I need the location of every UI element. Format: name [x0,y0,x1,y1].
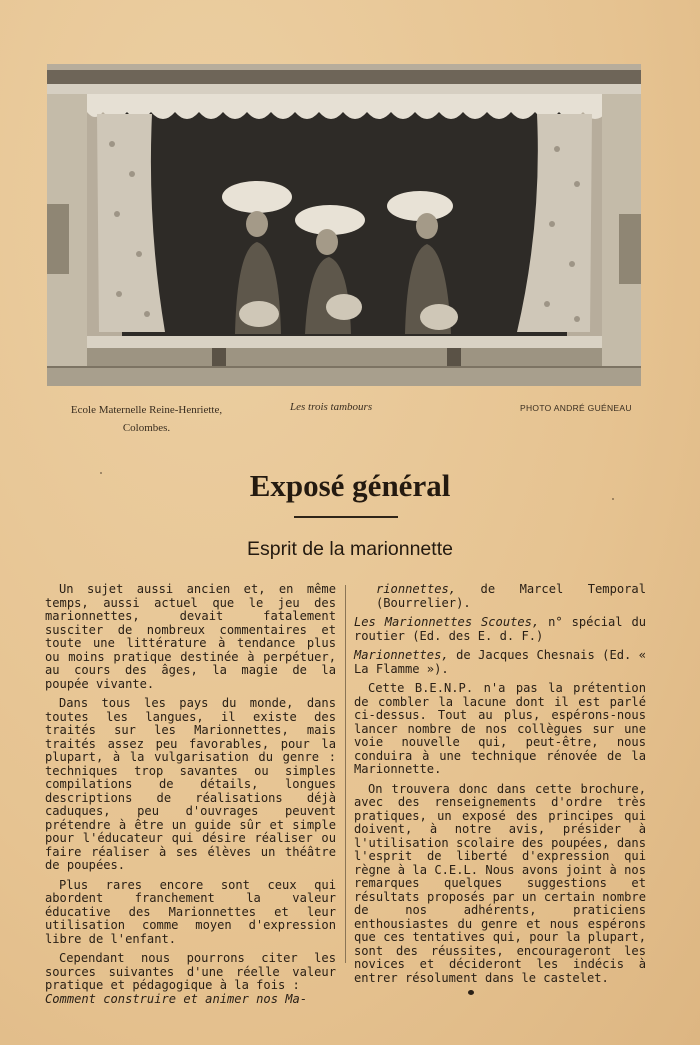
section-subtitle: Esprit de la marionnette [247,538,453,560]
reference-item [354,616,646,643]
page-title: Exposé général [249,468,451,503]
title-underline [294,516,398,518]
photo-credit: PHOTO ANDRÉ GUÉNEAU [520,403,632,413]
right-text-column [354,583,646,991]
left-text-column [45,583,336,1006]
paper-speck [100,472,102,474]
paragraph: Plus rares encore sont ceux qui abordent franchement la valeur éducative des Marionnettes et leur utilisation comme moyen d'expression libre de l'enfant. [45,877,336,946]
reference-details: de Marcel Temporal (Bourrelier). [376,582,646,610]
paragraph: On trouvera donc dans cette brochure, avec des renseignements d'ordre très pratiques, un exposé des principes qui doivent, à notre avis, présider à l'utilisation scolaire des poupées, dans l'esprit de liberté d'expression qui règne à la C.E.L. Nous avons joint à nos remarques quelques suggestions et résultats proposés par un certain nombre de nos adhérents, praticiens enthousiastes du genre et nous espérons que ces tentatives qui, pour la plupart, sont des réussites, encourageront les novices et décideront les indécis à entrer résolument dans le castelet. [354,781,646,985]
caption-school-line2: Colombes. [122,422,171,434]
paragraph: Cette B.E.N.P. n'a pas la prétention de combler la lacune dont il est parlé ci-dessus. Tout au plus, espérons-nous lancer nombre de nos collègues sur une voie nouvelle qui, peut-être, nous conduira à une technique rénovée de la Marionnette. [354,681,646,776]
photo-caption-title: Les trois tambours [290,401,373,413]
paragraph-text: Cependant nous pourrons citer les sources suivantes d'une réelle valeur pratique et pédagogique à la fois : [45,951,336,992]
reference-details: n° spécial du routier (Ed. des E. d. F.) [354,615,647,643]
paper-speck [468,990,474,995]
paragraph: Un sujet aussi ancien et, en même temps, aussi actuel que le jeu des marionnettes, devait fatalement susciter de nombreux commentaires et toute une littérature à tendance plus ou moins pratique destinée à perpétuer, au cours des âges, la magie de la poupée vivante. [45,582,336,691]
paper-speck [612,498,614,500]
reference-title: rionnettes, [376,582,457,596]
column-divider [345,585,346,963]
photo-caption-school [44,401,249,437]
reference-details: de Jacques Chesnais (Ed. « La Flamme »). [354,648,646,676]
reference-item [354,583,646,610]
paragraph [45,952,336,1006]
reference-title-start: Comment construire et animer nos Ma- [45,991,308,1006]
reference-item [354,649,646,676]
paragraph: Dans tous les pays du monde, dans toutes les langues, il existe des traités sur les Marionnettes, mais traités assez peu favorables, pour la plupart, à la vulgarisation du genre : techniques trop savantes ou simples compilations de détails, longues descriptions de réalisations déjà caduques, peu d'ouvrages peuvent prétendre à être un guide sûr et simple pour l'éducateur qui désire réaliser ou faire réaliser à ses élèves un théâtre de poupées. [45,696,336,872]
reference-title: Les Marionnettes Scoutes, [354,615,540,629]
caption-school-line1: Ecole Maternelle Reine-Henriette, [70,404,223,416]
reference-title: Marionnettes, [354,648,449,662]
puppet-theatre-photo [47,64,641,386]
